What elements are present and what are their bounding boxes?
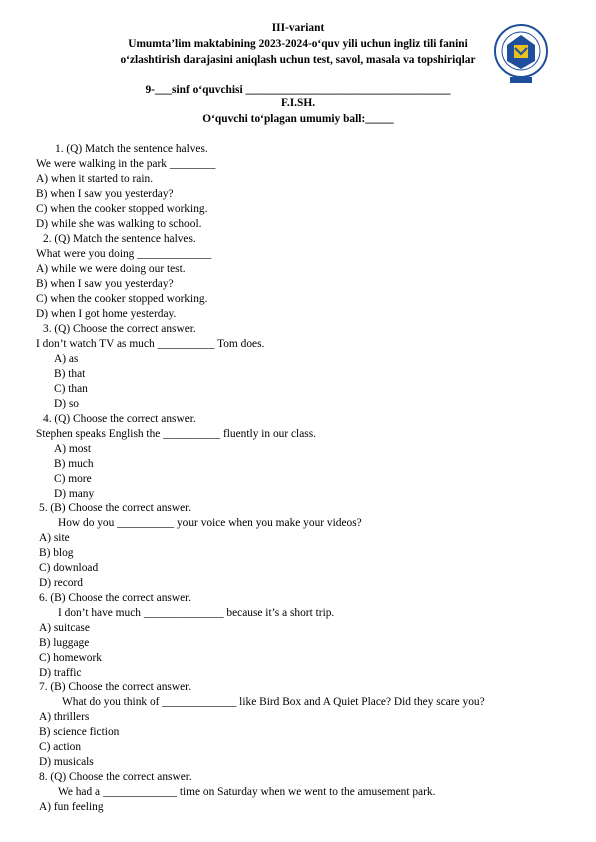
class-student-line: 9-___sinf o‘quvchisi ____________________________________	[145, 84, 451, 96]
question-stem: Stephen speaks English the __________ fluently in our class.	[36, 428, 316, 440]
answer-option: A) as	[54, 353, 79, 365]
seal-logo-icon	[493, 23, 549, 85]
answer-option: A) thrillers	[39, 711, 90, 723]
question-title: 2. (Q) Match the sentence halves.	[43, 233, 196, 245]
total-score-line: O‘quvchi to‘plagan umumiy ball:_____	[202, 113, 394, 125]
question-stem: I don’t have much ______________ because it’s a short trip.	[58, 607, 335, 619]
question-title: 3. (Q) Choose the correct answer.	[43, 323, 196, 335]
answer-option: D) musicals	[39, 756, 94, 768]
answer-option: C) action	[39, 741, 82, 753]
answer-option: B) blog	[39, 547, 74, 559]
answer-option: C) download	[39, 562, 99, 574]
answer-option: D) record	[39, 577, 83, 589]
answer-option: B) when I saw you yesterday?	[36, 278, 174, 290]
answer-option: B) luggage	[39, 637, 90, 649]
answer-option: D) when I got home yesterday.	[36, 308, 177, 320]
question-stem: We were walking in the park ________	[36, 158, 216, 170]
answer-option: C) homework	[39, 652, 102, 664]
question-stem: How do you __________ your voice when you make your videos?	[58, 517, 362, 529]
answer-option: B) that	[54, 368, 86, 380]
question-stem: What do you think of _____________ like Bird Box and A Quiet Place? Did they scare you?	[62, 696, 485, 708]
answer-option: D) many	[54, 488, 95, 500]
answer-option: D) while she was walking to school.	[36, 218, 202, 230]
answer-option: A) fun feeling	[39, 801, 104, 813]
answer-option: A) site	[39, 532, 70, 544]
variant-heading: III-variant	[271, 22, 325, 34]
question-title: 5. (B) Choose the correct answer.	[39, 502, 192, 514]
question-title: 4. (Q) Choose the correct answer.	[43, 413, 196, 425]
answer-option: C) than	[54, 383, 88, 395]
question-stem: We had a _____________ time on Saturday when we went to the amusement park.	[58, 786, 436, 798]
answer-option: C) more	[54, 473, 92, 485]
answer-option: A) when it started to rain.	[36, 173, 154, 185]
question-title: 6. (B) Choose the correct answer.	[39, 592, 192, 604]
title-line-2: o‘zlashtirish darajasini aniqlash uchun test, savol, masala va topshiriqlar	[120, 54, 476, 66]
question-stem: What were you doing _____________	[36, 248, 212, 260]
question-title: 1. (Q) Match the sentence halves.	[55, 143, 208, 155]
question-stem: I don’t watch TV as much __________ Tom does.	[36, 338, 265, 350]
answer-option: A) most	[54, 443, 92, 455]
question-title: 7. (B) Choose the correct answer.	[39, 681, 192, 693]
question-title: 8. (Q) Choose the correct answer.	[39, 771, 192, 783]
answer-option: C) when the cooker stopped working.	[36, 293, 208, 305]
answer-option: A) suitcase	[39, 622, 90, 634]
answer-option: C) when the cooker stopped working.	[36, 203, 208, 215]
answer-option: B) much	[54, 458, 94, 470]
title-line-1: Umumta’lim maktabining 2023-2024-o‘quv yili uchun ingliz tili fanini	[128, 38, 468, 50]
answer-option: B) when I saw you yesterday?	[36, 188, 174, 200]
fish-label: F.I.SH.	[280, 97, 316, 109]
answer-option: A) while we were doing our test.	[36, 263, 186, 275]
answer-option: D) so	[54, 398, 79, 410]
answer-option: B) science fiction	[39, 726, 120, 738]
answer-option: D) traffic	[39, 667, 82, 679]
